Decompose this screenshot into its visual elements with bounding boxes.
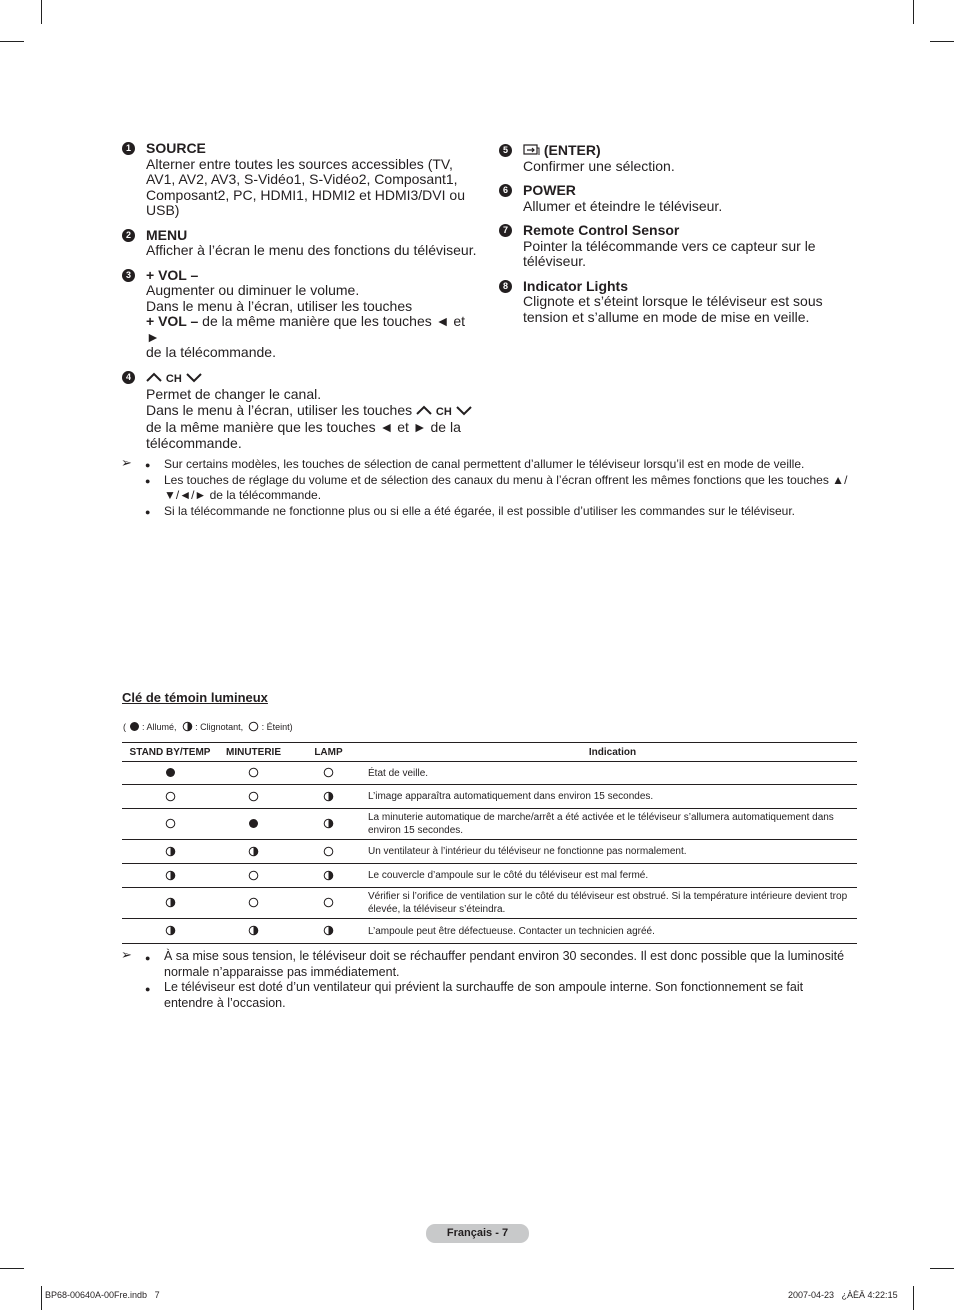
item-title: Remote Control Sensor [523,222,680,238]
blink-symbol-icon [165,846,176,857]
page-number: Français - 7 [426,1224,529,1243]
notes-bottom [145,949,855,1011]
legend-on: : Allumé, [142,721,177,732]
chevron-down-icon [186,372,202,383]
item-title [523,143,839,159]
crop-mark [913,0,914,24]
chevron-up-icon [146,372,162,383]
item-line: AV1, AV2, AV3, S-Vidéo1, S-Vidéo2, Composant1, [146,171,458,187]
chevron-down-icon [456,405,472,416]
off-symbol-icon [165,791,176,802]
item-line: Alterner entre toutes les sources accessibles (TV, [146,155,453,172]
table-row [122,809,857,840]
off-symbol-icon [248,791,259,802]
legend-open: ( [123,721,126,732]
item-title: SOURCE [146,140,206,156]
off-symbol-icon [165,818,176,829]
enter-label: (ENTER) [543,142,601,158]
item-line-pre: Dans le menu à l’écran, utiliser les touches [146,401,417,418]
off-symbol-icon [323,846,334,857]
crop-mark [930,1268,954,1269]
notes-top [145,457,855,519]
section-title: Clé de témoin lumineux [122,690,268,705]
table-row [122,864,857,888]
item-number: 1 [122,142,135,155]
note-item: ● Le téléviseur est doté d’un ventilateur qui prévient la surchauffe de son ampoule interne. Son fonctionnement se fait entendre à l’occasion. [145,980,855,1011]
item-number: 5 [499,144,512,157]
item-title: + VOL – [146,266,199,283]
item-title: POWER [523,182,576,198]
blink-symbol-cell [122,919,218,944]
item-number: 3 [122,269,135,282]
on-symbol-icon [165,767,176,778]
item-line-rest: de la même manière que les touches ◄ et ► [146,313,466,345]
table-body [122,762,857,944]
item-line: Afficher à l’écran le menu des fonctions du téléviseur. [146,242,477,258]
table-row [122,762,857,785]
blink-symbol-cell [218,919,289,944]
item-line: Pointer la télécommande vers ce capteur sur le [523,237,816,254]
item-line: de la télécommande. [146,344,276,360]
item-line: télécommande. [146,434,242,451]
crop-mark [913,1286,914,1310]
item-number: 6 [499,184,512,197]
left-column [122,141,477,460]
off-symbol-icon [323,767,334,778]
item-line: Dans le menu à l’écran, utiliser les touches [146,297,413,314]
blink-symbol-cell [218,840,289,864]
crop-mark [0,1268,24,1269]
note-item: ● À sa mise sous tension, le téléviseur doit se réchauffer pendant environ 30 secondes. Il est donc possible que la luminosité normale n’apparaisse pas immédiatement. [145,949,855,980]
table-row [122,919,857,944]
item-remote-sensor [499,223,839,270]
crop-mark [0,41,24,42]
item-number: 8 [499,280,512,293]
blink-symbol-icon [165,870,176,881]
item-line: Composant2, PC, HDMI1, HDMI2 et HDMI3/DVI ou [146,186,465,203]
table-row [122,785,857,809]
blink-symbol-cell [289,785,368,809]
date-slug: 2007-04-23 ¿ÀÈÄ 4:22:15 [788,1290,898,1300]
note-item: ● Les touches de réglage du volume et de sélection des canaux du menu à l’écran offrent les mêmes fonctions que les touches ▲/▼/◄/► de la télécommande. [145,473,855,504]
item-power [499,183,839,214]
item-title: Indicator Lights [523,277,628,294]
off-symbol-cell [218,762,289,785]
off-symbol-cell [289,840,368,864]
enter-icon [523,144,540,156]
off-symbol-icon [248,767,259,778]
indication-cell: Vérifier si l’orifice de ventilation sur le côté du téléviseur est obstrué. Si la température intérieure devient trop élevée, la téléviseur s’éteindra. [368,888,857,919]
indication-cell: Le couvercle d’ampoule sur le côté du téléviseur est mal fermé. [368,864,857,888]
blink-symbol-icon [323,791,334,802]
off-symbol-icon [323,897,334,908]
on-symbol-cell [218,809,289,840]
item-line: Permet de changer le canal. [146,386,322,402]
header-indication: Indication [368,743,857,762]
item-line [146,314,477,345]
item-menu [122,228,477,259]
blink-symbol-cell [289,809,368,840]
table-header-row [122,743,857,762]
off-symbol-cell [122,809,218,840]
table-row [122,840,857,864]
indication-cell: L’image apparaîtra automatiquement dans environ 15 secondes. [368,785,857,809]
blink-symbol-icon [323,870,334,881]
blink-symbol-cell [289,864,368,888]
note-item: ● Si la télécommande ne fonctionne plus ou si elle a été égarée, il est possible d’utiliser les commandes sur le téléviseur. [145,504,855,520]
note-arrow-icon: ➢ [121,455,132,470]
on-symbol-icon [129,721,140,732]
crop-mark [930,41,954,42]
legend-blink: : Clignotant, [195,721,244,732]
legend-off: : Éteint) [261,721,293,732]
off-symbol-cell [122,785,218,809]
item-volume [122,268,477,361]
header-minuterie: MINUTERIE [218,743,289,762]
item-line: téléviseur. [523,253,587,269]
item-line: Allumer et éteindre le téléviseur. [523,197,723,214]
item-line: tension et s’allume en mode de mise en veille. [523,308,810,325]
blink-symbol-cell [122,864,218,888]
item-title: MENU [146,226,188,243]
off-symbol-icon [248,721,259,732]
off-symbol-cell [289,762,368,785]
crop-mark [41,1286,42,1310]
note-arrow-icon: ➢ [121,947,132,962]
off-symbol-cell [218,888,289,919]
header-lamp: LAMP [289,743,368,762]
item-indicator-lights [499,279,839,326]
item-number: 7 [499,224,512,237]
item-line: Augmenter ou diminuer le volume. [146,282,360,298]
table-row [122,888,857,919]
on-symbol-cell [122,762,218,785]
item-title [146,370,477,388]
off-symbol-cell [218,864,289,888]
header-standby: STAND BY/TEMP [122,743,218,762]
item-enter [499,143,839,174]
note-item: ● Sur certains modèles, les touches de sélection de canal permettent d’allumer le téléviseur lorsqu’il est en mode de veille. [145,457,855,473]
indication-cell: L’ampoule peut être défectueuse. Contacter un technicien agréé. [368,919,857,944]
blink-symbol-icon [182,721,193,732]
blink-symbol-cell [122,840,218,864]
item-channel [122,370,477,452]
item-number: 4 [122,371,135,384]
item-line: Clignote et s’éteint lorsque le téléviseur est sous [523,293,823,309]
indication-cell: Un ventilateur à l’intérieur du téléviseur ne fonctionne pas normalement. [368,840,857,864]
off-symbol-cell [218,785,289,809]
item-source [122,141,477,219]
item-number: 2 [122,229,135,242]
channel-label: CH [435,405,452,418]
blink-symbol-icon [165,925,176,936]
off-symbol-icon [248,870,259,881]
blink-symbol-cell [289,919,368,944]
right-column [499,143,839,334]
item-line: de la même manière que les touches ◄ et ► de la [146,419,461,435]
blink-symbol-icon [323,818,334,829]
blink-symbol-icon [165,897,176,908]
off-symbol-cell [289,888,368,919]
indication-cell: État de veille. [368,762,857,785]
blink-symbol-icon [323,925,334,936]
blink-symbol-cell [122,888,218,919]
indicator-table [122,742,857,944]
blink-symbol-icon [248,846,259,857]
blink-symbol-icon [248,925,259,936]
item-line: Confirmer une sélection. [523,157,675,174]
crop-mark [41,0,42,24]
vol-label: + VOL – [146,313,199,329]
item-line [146,403,477,421]
on-symbol-icon [248,818,259,829]
indication-cell: La minuterie automatique de marche/arrêt a été activée et le téléviseur s’allumera automatiquement dans environ 15 secondes. [368,809,857,840]
channel-label: CH [165,372,182,385]
file-slug: BP68-00640A-00Fre.indb 7 [45,1290,160,1300]
off-symbol-icon [248,897,259,908]
legend [123,721,293,732]
chevron-up-icon [416,405,432,416]
item-line: USB) [146,202,180,218]
